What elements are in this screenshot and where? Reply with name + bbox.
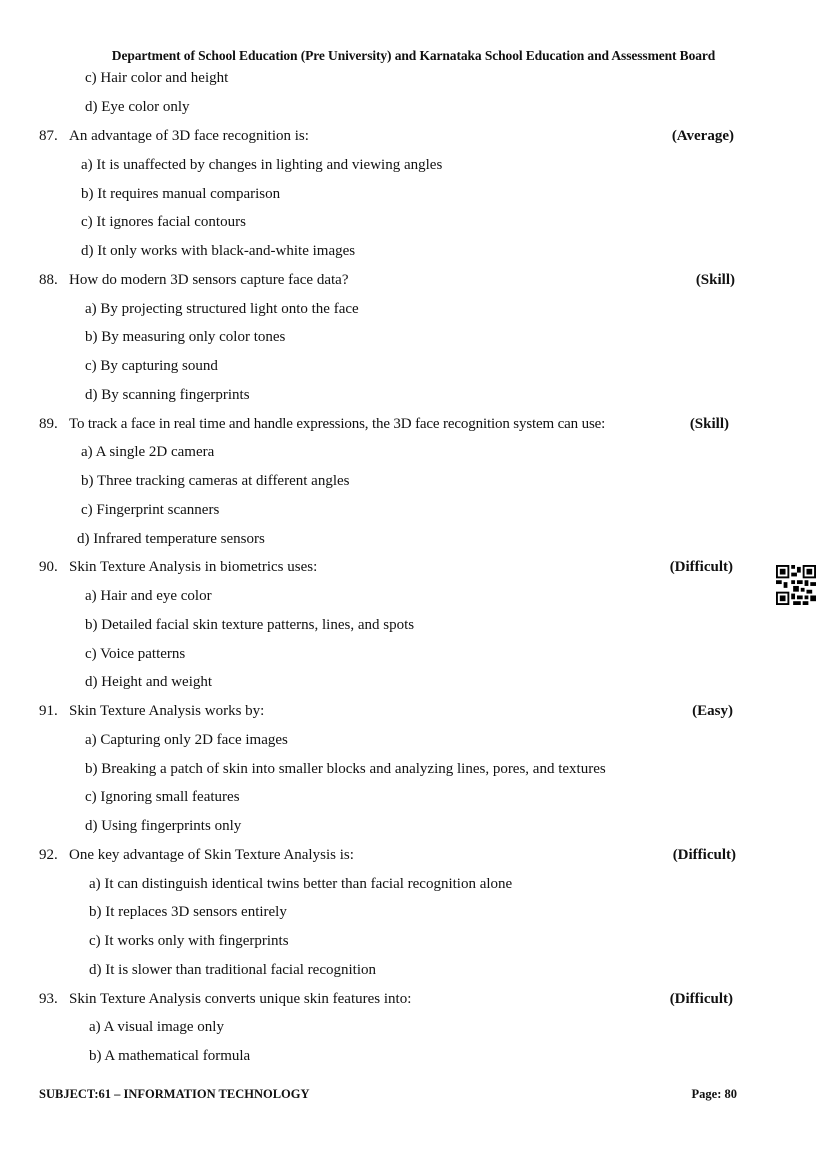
option: d) Height and weight (85, 674, 213, 690)
question-number: 93. (39, 991, 58, 1007)
option: a) A single 2D camera (81, 444, 215, 460)
option: b) It replaces 3D sensors entirely (89, 904, 287, 920)
option: a) By projecting structured light onto the face (85, 301, 359, 317)
option: d) Eye color only (85, 99, 190, 115)
question-number: 92. (39, 847, 58, 863)
question-text: Skin Texture Analysis in biometrics uses: (69, 559, 318, 575)
qr-code-icon (776, 565, 816, 605)
option: c) Ignoring small features (85, 789, 240, 805)
footer-page-number: Page: 80 (691, 1087, 737, 1101)
option: c) Voice patterns (85, 646, 186, 662)
question-text: Skin Texture Analysis converts unique skin features into: (69, 991, 412, 1007)
difficulty-level: (Difficult) (669, 991, 733, 1007)
option: c) Fingerprint scanners (81, 502, 220, 518)
footer-subject: SUBJECT:61 – INFORMATION TECHNOLOGY (39, 1087, 310, 1101)
difficulty-level: (Easy) (692, 703, 733, 719)
option: d) By scanning fingerprints (85, 387, 250, 403)
option: d) Using fingerprints only (85, 818, 242, 834)
question-text: An advantage of 3D face recognition is: (69, 128, 309, 144)
option: d) It only works with black-and-white images (81, 243, 356, 259)
option: b) Breaking a patch of skin into smaller blocks and analyzing lines, pores, and textures (85, 761, 606, 777)
difficulty-level: (Skill) (695, 272, 735, 288)
option: c) It ignores facial contours (81, 214, 246, 230)
question-text: Skin Texture Analysis works by: (69, 703, 265, 719)
option: a) It can distinguish identical twins better than facial recognition alone (89, 876, 513, 892)
option: c) It works only with fingerprints (89, 933, 289, 949)
difficulty-level: (Average) (671, 128, 734, 144)
option: a) Capturing only 2D face images (85, 732, 288, 748)
difficulty-level: (Skill) (689, 416, 729, 432)
option: b) By measuring only color tones (85, 329, 286, 345)
option: a) A visual image only (89, 1019, 224, 1035)
question-number: 91. (39, 703, 58, 719)
option: b) It requires manual comparison (81, 186, 281, 202)
option: b) Three tracking cameras at different angles (81, 473, 350, 489)
page-header: Department of School Education (Pre University) and Karnataka School Education and Assessment Board (111, 48, 716, 63)
option: b) A mathematical formula (89, 1048, 251, 1064)
question-text: How do modern 3D sensors capture face data? (69, 272, 349, 288)
option: a) Hair and eye color (85, 588, 212, 604)
difficulty-level: (Difficult) (669, 559, 733, 575)
option: c) Hair color and height (85, 70, 229, 86)
question-number: 87. (39, 128, 58, 144)
difficulty-level: (Difficult) (672, 847, 736, 863)
question-number: 88. (39, 272, 58, 288)
question-number: 89. (39, 416, 58, 432)
option: b) Detailed facial skin texture patterns, lines, and spots (85, 617, 415, 633)
option: d) Infrared temperature sensors (77, 531, 265, 547)
option: c) By capturing sound (85, 358, 218, 374)
question-text: One key advantage of Skin Texture Analysis is: (69, 847, 354, 863)
question-text: To track a face in real time and handle expressions, the 3D face recognition system can use: (69, 416, 606, 432)
option: d) It is slower than traditional facial recognition (89, 962, 376, 978)
question-number: 90. (39, 559, 58, 575)
option: a) It is unaffected by changes in lighting and viewing angles (81, 157, 443, 173)
